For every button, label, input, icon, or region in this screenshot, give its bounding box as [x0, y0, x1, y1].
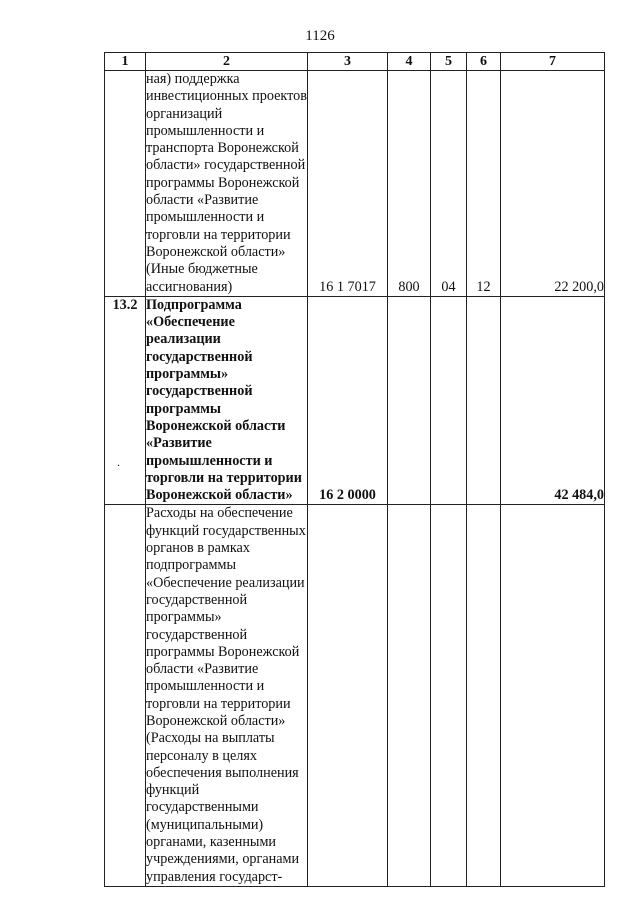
page-number: 1126	[305, 28, 335, 44]
table-header	[105, 53, 605, 71]
row-col5	[431, 296, 467, 505]
header-col-4: 4	[388, 53, 431, 71]
header-col-1: 1	[105, 53, 146, 71]
header-row	[105, 53, 605, 71]
header-col-3: 3	[308, 53, 388, 71]
header-col-5: 5	[431, 53, 467, 71]
header-col-6: 6	[467, 53, 501, 71]
row-col6	[467, 296, 501, 505]
row-description: Подпрограмма «Обеспечение реализации государственной программы» государственной программы Воронежской области «Развитие промышленности и торговли на территории Воронежской области»	[146, 296, 308, 505]
budget-table	[104, 52, 605, 887]
header-col-2: 2	[146, 53, 308, 71]
header-col-7: 7	[501, 53, 605, 71]
row-number	[105, 71, 146, 297]
row-col5: 04	[431, 71, 467, 297]
row-col6: 12	[467, 71, 501, 297]
row-col4	[388, 505, 431, 887]
row-amount: 22 200,0	[501, 71, 605, 297]
row-col4: 800	[388, 71, 431, 297]
row-code: 16 1 7017	[308, 71, 388, 297]
table-row	[105, 296, 605, 505]
stray-mark: .	[117, 455, 120, 469]
table-row	[105, 505, 605, 887]
row-number: 13.2	[105, 296, 146, 505]
row-description: ная) поддержка инвестиционных проектов организаций промышленности и транспорта Воронежской области» государственной программы Воронежской области «Развитие промышленности и торговли на территории Воронежской области» (Иные бюджетные ассигнования)	[146, 71, 307, 295]
row-col5	[431, 505, 467, 887]
row-number	[105, 505, 146, 887]
row-code: 16 2 0000	[308, 296, 388, 505]
table-row	[105, 71, 605, 297]
row-col4	[388, 296, 431, 505]
row-amount	[501, 505, 605, 887]
row-description: Расходы на обеспечение функций государственных органов в рамках подпрограммы «Обеспечение реализации государственной программы» государственной программы Воронежской области «Развитие промышленности и торговли на территории Воронежской области» (Расходы на выплаты персоналу в целях обеспечения выполнения функций государственными (муниципальными) органами, казенными учреждениями, органами управления государст-	[146, 505, 306, 885]
row-amount: 42 484,0	[501, 296, 605, 505]
row-code	[308, 505, 388, 887]
row-col6	[467, 505, 501, 887]
